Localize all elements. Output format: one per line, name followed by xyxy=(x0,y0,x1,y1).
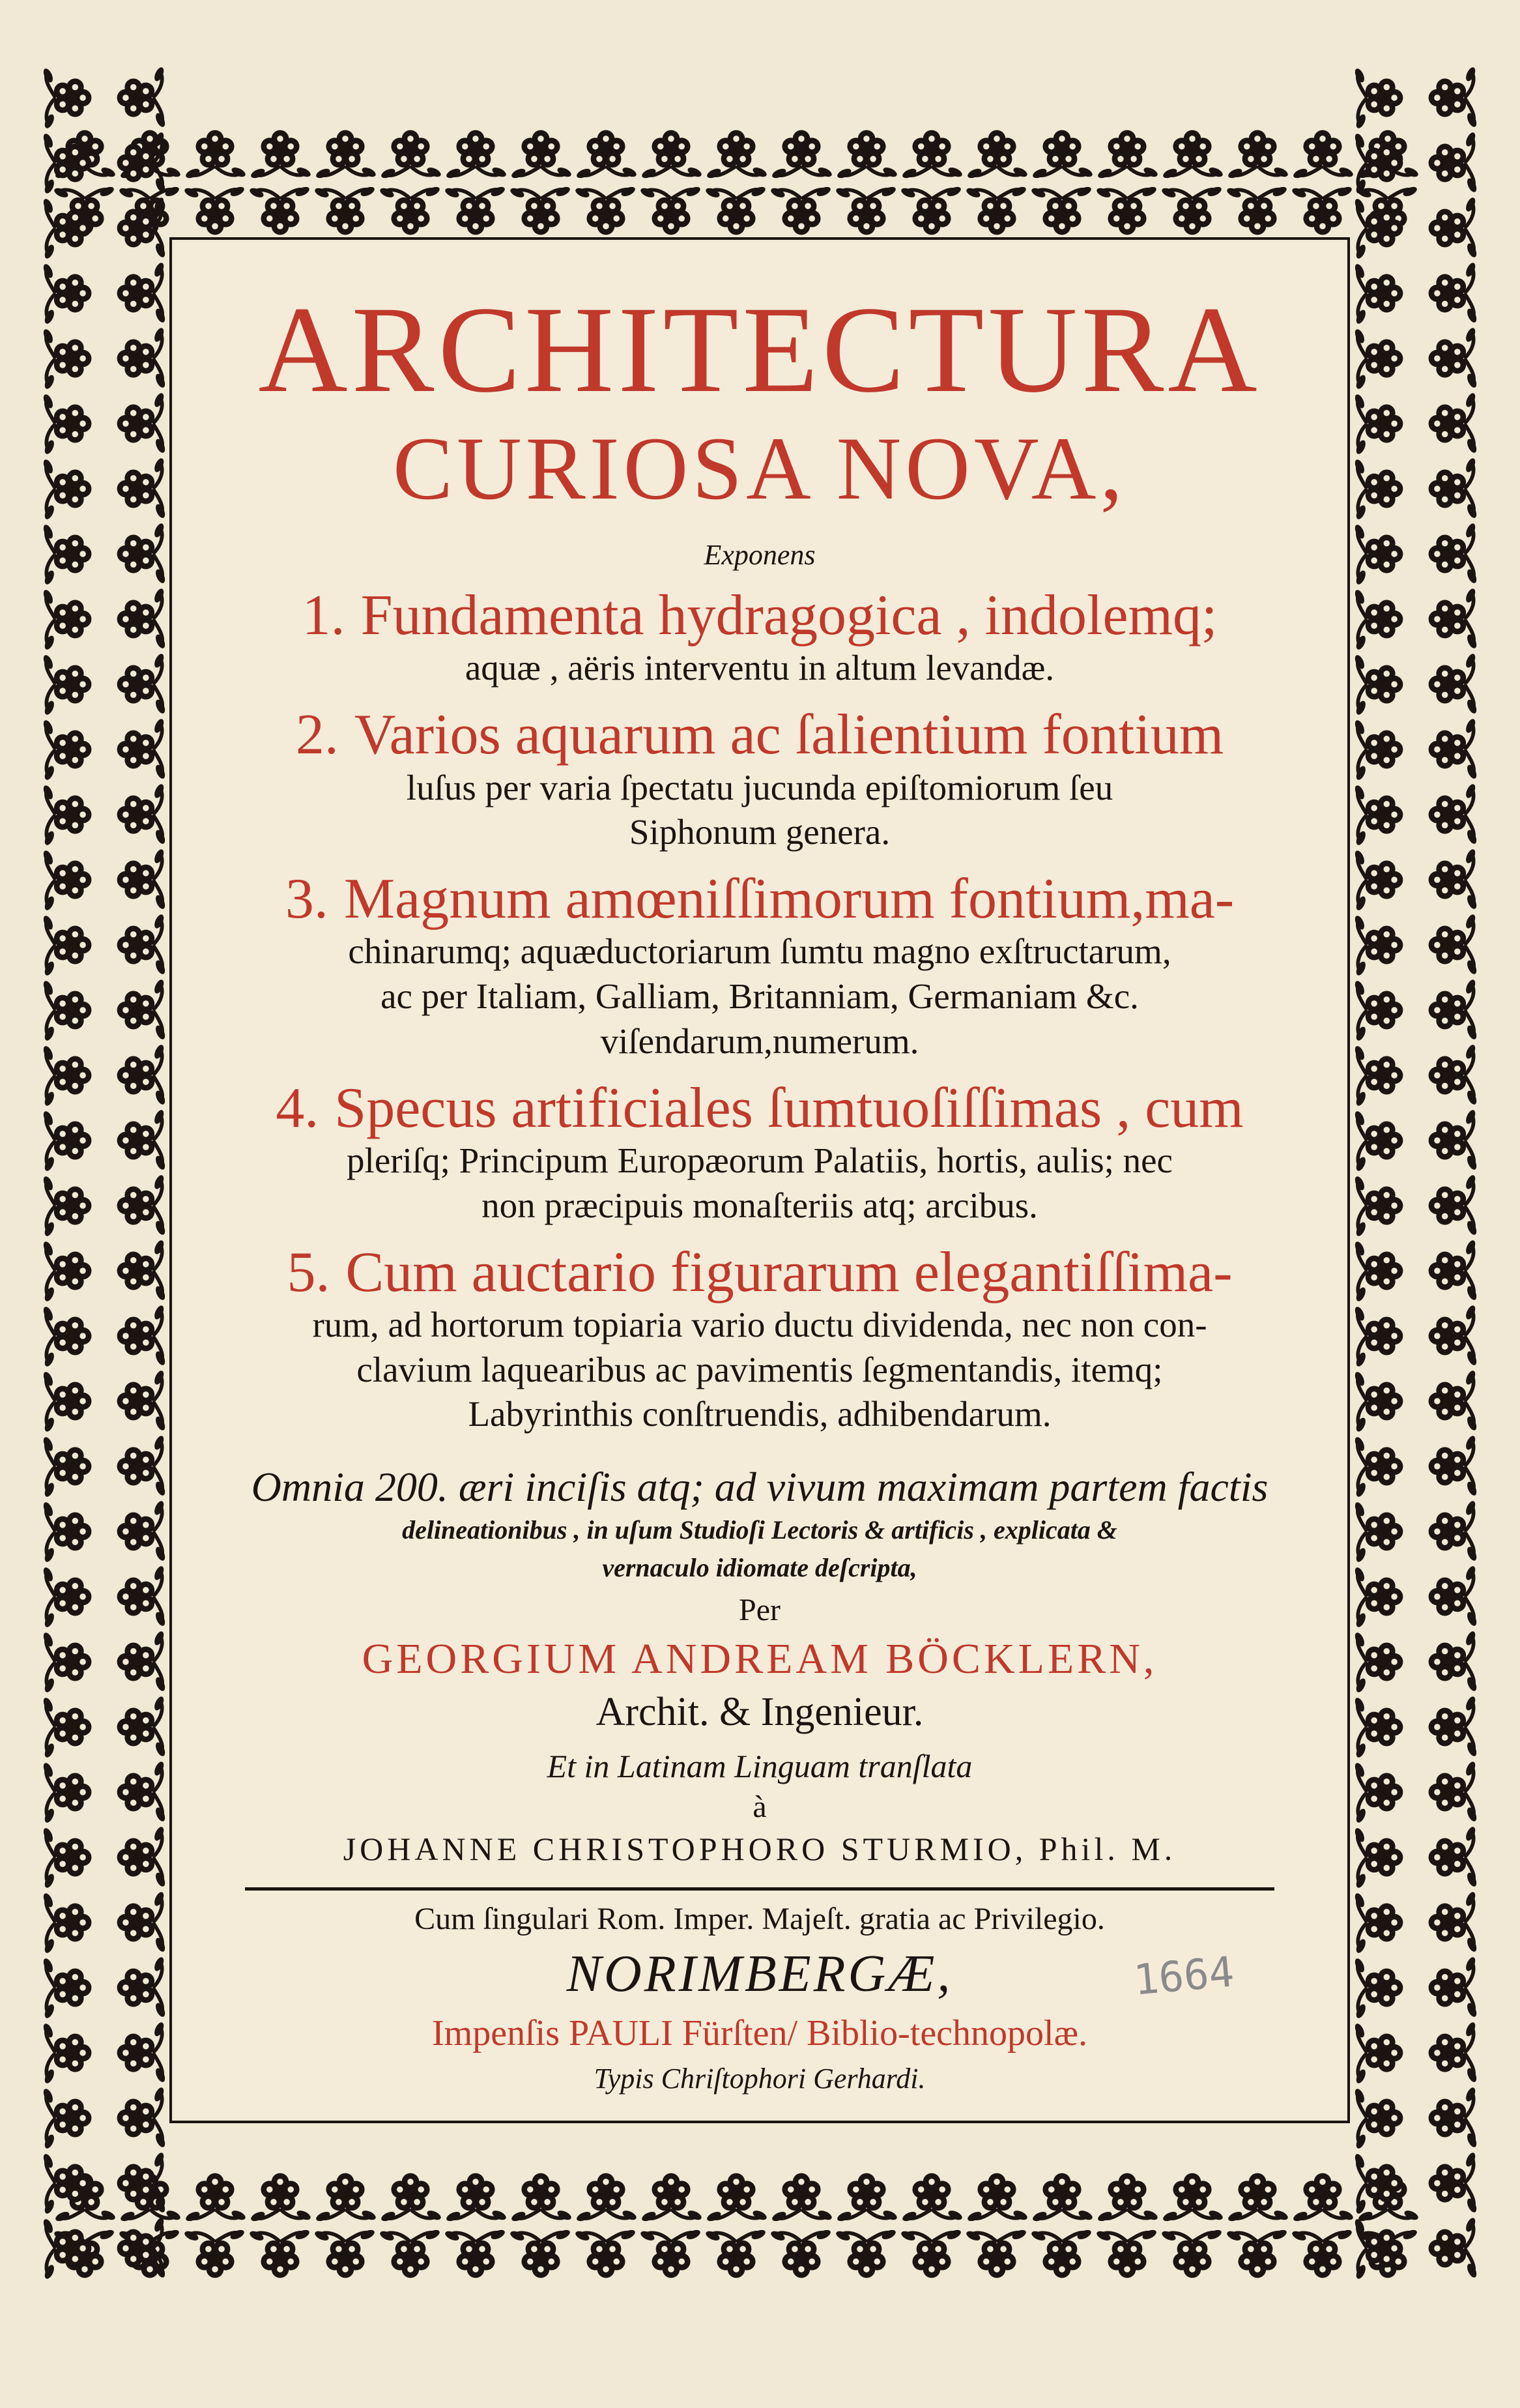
floral-fleuron-icon xyxy=(640,130,703,180)
floral-fleuron-icon xyxy=(1429,457,1478,519)
floral-fleuron-icon xyxy=(900,185,962,235)
floral-fleuron-icon xyxy=(1292,2173,1355,2223)
floral-fleuron-icon xyxy=(1353,1110,1403,1172)
floral-fleuron-icon xyxy=(1353,1045,1403,1107)
floral-fleuron-icon xyxy=(704,2228,767,2278)
floral-fleuron-icon xyxy=(315,130,377,180)
floral-fleuron-icon xyxy=(1291,185,1353,235)
floral-fleuron-icon xyxy=(1353,1501,1403,1563)
floral-fleuron-icon xyxy=(183,185,246,235)
floral-fleuron-icon xyxy=(117,392,167,454)
floral-fleuron-icon xyxy=(1429,978,1478,1041)
list-item-1 xyxy=(175,586,1345,691)
exponens-label: Exponens xyxy=(704,539,816,571)
item-heading: Fundamenta hydragogica , indolemq; xyxy=(360,584,1218,647)
floral-fleuron-icon xyxy=(771,130,833,180)
floral-fleuron-icon xyxy=(42,2022,91,2085)
item-heading: Magnum amœniſſimorum fontium,ma- xyxy=(343,867,1235,931)
omnia-subline: vernaculo idiomate deſcripta, xyxy=(602,1553,917,1583)
floral-fleuron-icon xyxy=(42,849,91,912)
floral-fleuron-icon xyxy=(1429,261,1478,324)
floral-fleuron-icon xyxy=(1353,263,1403,325)
floral-fleuron-icon xyxy=(1162,130,1224,180)
floral-fleuron-icon xyxy=(380,130,442,180)
floral-fleuron-icon xyxy=(1353,719,1403,781)
floral-fleuron-icon xyxy=(836,130,898,180)
floral-fleuron-icon xyxy=(1227,2173,1289,2223)
floral-fleuron-icon xyxy=(901,2173,964,2223)
item-number: 2. xyxy=(295,703,339,767)
floral-fleuron-icon xyxy=(313,2228,376,2278)
floral-fleuron-icon xyxy=(1353,914,1403,977)
floral-fleuron-icon xyxy=(117,1304,167,1367)
floral-fleuron-icon xyxy=(42,523,91,586)
floral-fleuron-icon xyxy=(117,848,167,910)
floral-fleuron-icon xyxy=(444,2228,506,2278)
floral-fleuron-icon xyxy=(1429,2216,1478,2279)
floral-fleuron-icon xyxy=(1429,848,1478,910)
floral-fleuron-icon xyxy=(510,130,573,180)
floral-fleuron-icon xyxy=(117,1239,167,1301)
floral-fleuron-icon xyxy=(42,1110,91,1172)
floral-fleuron-icon xyxy=(1353,1696,1403,1759)
floral-fleuron-icon xyxy=(1353,1566,1403,1629)
floral-fleuron-icon xyxy=(639,185,702,235)
floral-fleuron-icon xyxy=(900,2228,962,2278)
item-number: 5. xyxy=(287,1240,330,1304)
floral-fleuron-icon xyxy=(117,1369,167,1432)
floral-fleuron-icon xyxy=(445,130,508,180)
floral-fleuron-icon xyxy=(379,185,441,235)
floral-fleuron-icon xyxy=(117,457,167,519)
floral-fleuron-icon xyxy=(1429,1565,1478,1627)
floral-fleuron-icon xyxy=(117,1109,167,1171)
author-name: GEORGIUM ANDREAM BÖCKLERN, xyxy=(362,1635,1158,1683)
floral-fleuron-icon xyxy=(1095,2228,1158,2278)
floral-fleuron-icon xyxy=(42,2087,91,2150)
floral-fleuron-icon xyxy=(1353,2022,1403,2085)
floral-fleuron-icon xyxy=(1429,2086,1478,2149)
floral-fleuron-icon xyxy=(1429,1891,1478,1953)
floral-fleuron-icon xyxy=(1429,783,1478,845)
floral-fleuron-icon xyxy=(42,1566,91,1629)
item-heading: Cum auctario figurarum elegantiſſima- xyxy=(345,1240,1233,1304)
floral-fleuron-icon xyxy=(1353,1827,1403,1889)
floral-fleuron-icon xyxy=(1429,392,1478,454)
floral-fleuron-icon xyxy=(1353,1892,1403,1954)
floral-fleuron-icon xyxy=(42,654,91,716)
floral-fleuron-icon xyxy=(901,130,964,180)
floral-fleuron-icon xyxy=(769,185,832,235)
list-item-5 xyxy=(175,1240,1345,1438)
floral-fleuron-icon xyxy=(1353,1240,1403,1303)
floral-fleuron-icon xyxy=(1429,1500,1478,1562)
floral-fleuron-icon xyxy=(1353,1957,1403,2020)
floral-fleuron-icon xyxy=(1353,1762,1403,1824)
by-label: à xyxy=(753,1790,767,1825)
floral-fleuron-icon xyxy=(510,2173,573,2223)
floral-fleuron-icon xyxy=(1162,2173,1224,2223)
floral-fleuron-icon xyxy=(1429,1043,1478,1106)
item-line: pleriſq; Principum Europæorum Palatiis, hortis, aulis; nec xyxy=(347,1140,1173,1181)
floral-fleuron-icon xyxy=(42,1436,91,1498)
divider-rule xyxy=(245,1887,1274,1891)
floral-fleuron-icon xyxy=(1097,2173,1159,2223)
floral-fleuron-icon xyxy=(1429,1174,1478,1236)
floral-fleuron-icon xyxy=(1429,718,1478,780)
floral-fleuron-icon xyxy=(1160,185,1223,235)
floral-fleuron-icon xyxy=(1353,67,1403,130)
item-line: viſendarum,numerum. xyxy=(600,1021,919,1061)
floral-fleuron-icon xyxy=(42,263,91,325)
floral-fleuron-icon xyxy=(1429,2151,1478,2214)
floral-fleuron-icon xyxy=(42,1957,91,2020)
floral-fleuron-icon xyxy=(1353,654,1403,716)
list-item-2 xyxy=(175,705,1345,855)
floral-fleuron-icon xyxy=(42,914,91,977)
floral-fleuron-icon xyxy=(1031,130,1094,180)
author-title: Archit. & Ingenieur. xyxy=(595,1690,924,1735)
handwritten-year: 1664 xyxy=(1131,1948,1236,2005)
floral-fleuron-icon xyxy=(1429,131,1478,194)
floral-fleuron-icon xyxy=(42,1240,91,1303)
floral-fleuron-icon xyxy=(117,1891,167,1953)
floral-fleuron-icon xyxy=(42,979,91,1042)
printer-line: Typis Chriſtophori Gerhardi. xyxy=(594,2063,926,2095)
floral-fleuron-icon xyxy=(1429,1630,1478,1692)
item-line: Labyrinthis conſtruendis, adhibendarum. xyxy=(468,1394,1052,1434)
item-line: ac per Italiam, Galliam, Britanniam, Germaniam &c. xyxy=(380,976,1139,1017)
floral-fleuron-icon xyxy=(1429,1434,1478,1497)
title-page-panel xyxy=(175,242,1345,2118)
floral-fleuron-icon xyxy=(1353,588,1403,651)
floral-fleuron-icon xyxy=(42,784,91,847)
floral-fleuron-icon xyxy=(1030,2228,1093,2278)
floral-fleuron-icon xyxy=(42,1827,91,1889)
floral-fleuron-icon xyxy=(1095,185,1158,235)
floral-fleuron-icon xyxy=(769,2228,832,2278)
floral-fleuron-icon xyxy=(1353,393,1403,456)
floral-fleuron-icon xyxy=(1353,979,1403,1042)
floral-fleuron-icon xyxy=(313,185,376,235)
floral-fleuron-icon xyxy=(1292,130,1355,180)
floral-fleuron-icon xyxy=(184,2173,247,2223)
floral-fleuron-icon xyxy=(42,588,91,651)
floral-fleuron-icon xyxy=(117,1500,167,1562)
floral-fleuron-icon xyxy=(1429,913,1478,976)
item-number: 4. xyxy=(276,1076,319,1140)
floral-fleuron-icon xyxy=(1353,523,1403,586)
item-line: Siphonum genera. xyxy=(629,812,891,852)
floral-fleuron-icon xyxy=(42,1305,91,1368)
floral-fleuron-icon xyxy=(575,130,638,180)
translated-line: Et in Latinam Linguam tranſlata xyxy=(547,1748,973,1785)
floral-fleuron-icon xyxy=(1353,1371,1403,1433)
floral-fleuron-icon xyxy=(706,2173,768,2223)
floral-fleuron-icon xyxy=(1353,849,1403,912)
floral-fleuron-icon xyxy=(1429,1695,1478,1758)
floral-fleuron-icon xyxy=(1429,2021,1478,2083)
floral-fleuron-icon xyxy=(836,2173,898,2223)
floral-fleuron-icon xyxy=(1030,185,1093,235)
floral-fleuron-icon xyxy=(1429,1760,1478,1823)
floral-fleuron-icon xyxy=(250,2173,312,2223)
floral-fleuron-icon xyxy=(639,2228,702,2278)
privilege-line: Cum ſingulari Rom. Imper. Majeſt. gratia ac Privilegio. xyxy=(414,1902,1105,1937)
floral-fleuron-icon xyxy=(42,1892,91,1954)
floral-fleuron-icon xyxy=(1031,2173,1094,2223)
floral-fleuron-icon xyxy=(444,185,506,235)
translator-name: JOHANNE CHRISTOPHORO STURMIO, Phil. M. xyxy=(343,1831,1177,1868)
floral-fleuron-icon xyxy=(117,1956,167,2018)
city-name: NORIMBERGÆ, xyxy=(566,1945,953,2003)
floral-fleuron-icon xyxy=(117,1630,167,1692)
floral-fleuron-icon xyxy=(117,1695,167,1758)
floral-fleuron-icon xyxy=(117,1825,167,1888)
floral-fleuron-icon xyxy=(706,130,768,180)
floral-fleuron-icon xyxy=(1429,196,1478,259)
floral-fleuron-icon xyxy=(117,1760,167,1823)
floral-fleuron-icon xyxy=(445,2173,508,2223)
floral-fleuron-icon xyxy=(1353,1305,1403,1368)
omnia-subline: delineationibus , in uſum Studioſi Lectoris & artificis , explicata & xyxy=(402,1515,1117,1545)
floral-fleuron-icon xyxy=(1429,1956,1478,2018)
floral-fleuron-icon xyxy=(42,1631,91,1694)
impensis-word: Impenſis xyxy=(432,2013,560,2054)
floral-fleuron-icon xyxy=(1160,2228,1223,2278)
floral-fleuron-icon xyxy=(42,458,91,521)
floral-fleuron-icon xyxy=(380,2173,442,2223)
floral-fleuron-icon xyxy=(117,261,167,324)
floral-fleuron-icon xyxy=(1429,522,1478,585)
floral-fleuron-icon xyxy=(117,522,167,585)
floral-fleuron-icon xyxy=(1353,328,1403,390)
floral-fleuron-icon xyxy=(117,652,167,715)
floral-fleuron-icon xyxy=(117,2086,167,2149)
floral-fleuron-icon xyxy=(704,185,767,235)
main-title: ARCHITECTURA xyxy=(258,282,1261,418)
floral-fleuron-icon xyxy=(1353,1175,1403,1238)
floral-fleuron-icon xyxy=(1353,458,1403,521)
list-item-3 xyxy=(175,869,1345,1064)
floral-fleuron-icon xyxy=(184,130,247,180)
floral-fleuron-icon xyxy=(42,1175,91,1238)
floral-fleuron-icon xyxy=(1429,1109,1478,1171)
item-number: 1. xyxy=(302,584,345,647)
floral-fleuron-icon xyxy=(1429,326,1478,389)
item-line: aquæ , aëris interventu in altum levandæ. xyxy=(465,648,1055,688)
floral-fleuron-icon xyxy=(1353,2087,1403,2150)
floral-fleuron-icon xyxy=(42,1045,91,1107)
item-line: clavium laquearibus ac pavimentis ſegmentandis, itemq; xyxy=(356,1349,1163,1389)
floral-fleuron-icon xyxy=(1429,1369,1478,1432)
floral-fleuron-icon xyxy=(117,587,167,650)
floral-fleuron-icon xyxy=(1227,130,1289,180)
floral-fleuron-icon xyxy=(379,2228,441,2278)
floral-fleuron-icon xyxy=(117,326,167,389)
floral-fleuron-icon xyxy=(42,1501,91,1563)
item-heading: Varios aquarum ac ſalientium fontium xyxy=(354,703,1224,767)
item-line: chinarumq; aquæductoriarum ſumtu magno exſtructarum, xyxy=(348,931,1171,972)
floral-fleuron-icon xyxy=(1353,1631,1403,1694)
floral-fleuron-icon xyxy=(117,1434,167,1497)
floral-fleuron-icon xyxy=(315,2173,377,2223)
floral-fleuron-icon xyxy=(250,130,312,180)
per-label: Per xyxy=(739,1593,781,1628)
floral-fleuron-icon xyxy=(183,2228,246,2278)
floral-fleuron-icon xyxy=(965,2228,1027,2278)
floral-fleuron-icon xyxy=(42,1371,91,1433)
floral-fleuron-icon xyxy=(42,328,91,390)
floral-fleuron-icon xyxy=(1429,652,1478,715)
floral-fleuron-icon xyxy=(117,913,167,976)
floral-fleuron-icon xyxy=(1429,1304,1478,1367)
floral-fleuron-icon xyxy=(1429,587,1478,650)
floral-fleuron-icon xyxy=(117,1174,167,1236)
floral-fleuron-icon xyxy=(42,393,91,456)
floral-fleuron-icon xyxy=(509,2228,571,2278)
floral-fleuron-icon xyxy=(640,2173,703,2223)
omnia-line: Omnia 200. æri inciſis atq; ad vivum maximam partem factis xyxy=(251,1464,1269,1511)
publisher-surname: Fürſten xyxy=(681,2013,788,2054)
floral-fleuron-icon xyxy=(117,2021,167,2083)
item-number: 3. xyxy=(285,867,328,931)
floral-fleuron-icon xyxy=(1226,2228,1288,2278)
list-item-4 xyxy=(175,1076,1345,1228)
floral-fleuron-icon xyxy=(248,185,311,235)
floral-fleuron-icon xyxy=(42,1762,91,1824)
item-line: rum, ad hortorum topiaria vario ductu dividenda, nec non con- xyxy=(312,1304,1207,1344)
floral-fleuron-icon xyxy=(835,185,897,235)
floral-fleuron-icon xyxy=(1291,2228,1353,2278)
item-heading: Specus artificiales ſumtuoſiſſimas , cum xyxy=(334,1076,1244,1140)
floral-fleuron-icon xyxy=(117,783,167,845)
item-line: luſus per varia ſpectatu jucunda epiſtomiorum ſeu xyxy=(406,767,1113,807)
publisher-first-name: PAULI xyxy=(569,2013,673,2054)
publisher-line xyxy=(175,2012,1345,2054)
publisher-role: / Biblio-technopolæ. xyxy=(787,2013,1087,2054)
floral-fleuron-icon xyxy=(1226,185,1288,235)
floral-fleuron-icon xyxy=(42,719,91,781)
floral-fleuron-icon xyxy=(1429,66,1478,128)
item-line: non præcipuis monaſteriis atq; arcibus. xyxy=(481,1185,1038,1225)
floral-fleuron-icon xyxy=(42,67,91,130)
floral-fleuron-icon xyxy=(1429,1239,1478,1301)
sub-title: CURIOSA NOVA, xyxy=(392,418,1126,518)
floral-fleuron-icon xyxy=(1097,130,1159,180)
floral-fleuron-icon xyxy=(1429,1825,1478,1888)
floral-fleuron-icon xyxy=(117,718,167,780)
floral-fleuron-icon xyxy=(509,185,571,235)
floral-fleuron-icon xyxy=(771,2173,833,2223)
floral-fleuron-icon xyxy=(835,2228,897,2278)
floral-fleuron-icon xyxy=(42,1696,91,1759)
floral-fleuron-icon xyxy=(574,185,637,235)
floral-fleuron-icon xyxy=(575,2173,638,2223)
floral-fleuron-icon xyxy=(117,978,167,1041)
floral-fleuron-icon xyxy=(117,66,167,128)
floral-fleuron-icon xyxy=(1353,784,1403,847)
floral-fleuron-icon xyxy=(574,2228,637,2278)
floral-fleuron-icon xyxy=(966,2173,1029,2223)
floral-fleuron-icon xyxy=(965,185,1027,235)
floral-fleuron-icon xyxy=(117,1043,167,1106)
floral-fleuron-icon xyxy=(117,1565,167,1627)
floral-fleuron-icon xyxy=(1353,1436,1403,1498)
imprint-city-row xyxy=(175,1945,1345,2010)
floral-fleuron-icon xyxy=(248,2228,311,2278)
floral-fleuron-icon xyxy=(966,130,1029,180)
